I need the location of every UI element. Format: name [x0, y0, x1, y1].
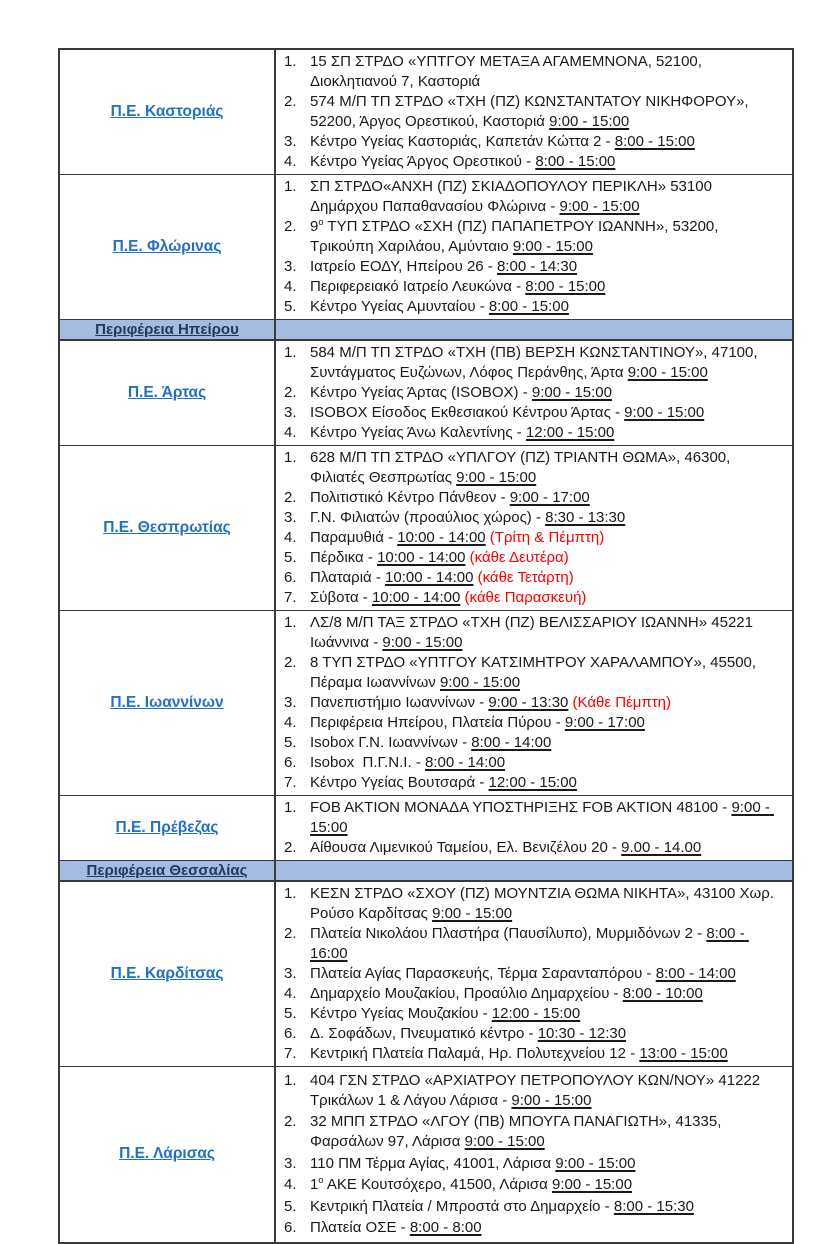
location-text: Κέντρο Υγείας Βουτσαρά -	[310, 774, 489, 791]
time-range: 8:00 - 15:00	[525, 278, 606, 295]
item-text	[310, 753, 782, 773]
location-text: 8 ΤΥΠ ΣΤΡΔΟ «ΥΠΤΓΟΥ ΚΑΤΣΙΜΗΤΡΟΥ ΧΑΡΑΛΑΜΠΟΥ», 45500, Πέραμα Ιωαννίνων	[310, 654, 761, 691]
location-item	[284, 403, 782, 423]
location-text: 584 Μ/Π ΤΠ ΣΤΡΔΟ «ΤΧΗ (ΠΒ) ΒΕΡΣΗ ΚΩΝΣΤΑΝΤΙΝΟΥ», 47100, Συντάγματος Ευζώνων, Λόφος Περάνθης, Άρτα	[310, 344, 762, 381]
location-list	[276, 796, 792, 860]
time-range: 9:00 - 15:00	[559, 198, 640, 215]
location-item	[284, 1004, 782, 1024]
item-number: 4.	[284, 714, 297, 731]
section-label-cell	[60, 861, 276, 880]
location-item	[284, 653, 782, 693]
time-range: 9:00 - 17:00	[564, 714, 645, 731]
item-text	[310, 343, 782, 383]
region-link-karditsas[interactable]: Π.Ε. Καρδίτσας	[110, 965, 224, 982]
item-number: 1.	[284, 178, 297, 195]
time-range: 9:00 - 15:00	[456, 469, 537, 486]
item-text	[310, 548, 782, 568]
time-range: 8:00 - 14:00	[424, 754, 506, 771]
location-item	[284, 1218, 782, 1238]
item-text	[310, 1197, 782, 1217]
region-row-ioanninon	[60, 610, 792, 795]
location-item	[284, 132, 782, 152]
location-text: Πανεπιστήμιο Ιωαννίνων -	[310, 694, 489, 711]
location-text: Κέντρο Υγείας Καστοριάς, Καπετάν Κώττα 2 -	[310, 133, 615, 150]
item-number: 3.	[284, 258, 297, 275]
item-number: 1.	[284, 344, 297, 361]
section-empty-cell	[276, 320, 792, 339]
item-number: 6.	[284, 754, 297, 771]
item-number: 3.	[284, 694, 297, 711]
item-text	[310, 838, 782, 858]
section-row-thessalias	[60, 860, 792, 882]
time-range: 10:00 - 14:00	[397, 529, 486, 546]
region-label-cell	[60, 611, 276, 795]
location-text: Κεντρική Πλατεία / Μπροστά στο Δημαρχείο -	[310, 1197, 614, 1215]
location-item	[284, 257, 782, 277]
location-text: Πλαταριά -	[310, 569, 386, 586]
item-text	[310, 383, 782, 403]
item-number: 5.	[284, 1005, 297, 1022]
time-range: 9:00 - 15:00	[310, 799, 774, 836]
location-text: Πέρδικα -	[310, 549, 378, 566]
location-item	[284, 297, 782, 317]
time-range: 8:00 - 14:00	[655, 965, 736, 982]
item-text	[310, 448, 782, 488]
item-text	[310, 713, 782, 733]
item-number: 3.	[284, 965, 297, 982]
item-number: 1.	[284, 885, 297, 902]
location-list	[276, 50, 792, 174]
item-number: 2.	[284, 489, 297, 506]
time-range: 10:00 - 14:00	[371, 589, 461, 606]
location-item	[284, 1175, 782, 1195]
time-range: 8:00 - 8:00	[409, 1219, 482, 1236]
region-row-karditsas	[60, 882, 792, 1066]
location-text: Δημαρχείο Μουζακίου, Προαύλιο Δημαρχείου -	[310, 985, 623, 1002]
region-link-thesprotias[interactable]: Π.Ε. Θεσπρωτίας	[103, 519, 231, 536]
item-text	[310, 884, 782, 924]
location-text: 574 Μ/Π ΤΠ ΣΤΡΔΟ «ΤΧΗ (ΠΖ) ΚΩΝΣΤΑΝΤΑΤΟΥ ΝΙΚΗΦΟΡΟΥ», 52200, Άργος Ορεστικού, Καστοριά	[310, 93, 753, 130]
day-note: (Τρίτη & Πέμπτη)	[485, 529, 605, 546]
item-text	[310, 217, 782, 257]
time-range: 8:30 - 13:30	[545, 509, 626, 526]
location-item	[284, 613, 782, 653]
region-label-cell	[60, 1067, 276, 1242]
region-row-kastorias	[60, 50, 792, 174]
location-text: Πλατεία ΟΣΕ -	[310, 1219, 410, 1236]
item-number: 2.	[284, 654, 297, 671]
location-text: Περιφερειακό Ιατρείο Λευκώνα -	[310, 278, 526, 295]
item-text	[310, 423, 782, 443]
item-number: 6.	[284, 1025, 297, 1042]
time-range: 9:00 - 15:00	[464, 1133, 545, 1150]
item-text	[310, 984, 782, 1004]
region-label-cell	[60, 796, 276, 860]
region-label-cell	[60, 175, 276, 319]
location-item	[284, 343, 782, 383]
item-number: 4.	[284, 529, 297, 546]
location-list	[276, 611, 792, 795]
item-number: 6.	[284, 1219, 297, 1236]
item-text	[310, 733, 782, 753]
location-text: Περιφέρεια Ηπείρου, Πλατεία Πύρου -	[310, 714, 565, 731]
schedule-table	[58, 48, 794, 1244]
day-note: (κάθε Δευτέρα)	[465, 549, 569, 566]
time-range: 12:00 - 15:00	[488, 774, 577, 791]
time-range: 8:00 - 16:00	[310, 925, 749, 962]
location-text: 1	[310, 1176, 319, 1193]
location-item	[284, 152, 782, 172]
region-row-prevezas	[60, 795, 792, 860]
time-range: 9:00 - 17:00	[509, 489, 590, 506]
item-number: 4.	[284, 278, 297, 295]
item-number: 3.	[284, 404, 297, 421]
item-text	[310, 653, 782, 693]
location-text: 32 ΜΠΠ ΣΤΡΔΟ «ΛΓΟΥ (ΠΒ) ΜΠΟΥΓΑ ΠΑΝΑΓΙΩΤΗ», 41335, Φαρσάλων 97, Λάρισα	[310, 1113, 726, 1150]
time-range: 9:00 - 15:00	[555, 1154, 636, 1172]
item-number: 2.	[284, 384, 297, 401]
location-text: 628 Μ/Π ΤΠ ΣΤΡΔΟ «ΥΠΛΓΟΥ (ΠΖ) ΤΡΙΑΝΤΗ ΘΩΜΑ», 46300, Φιλιατές Θεσπρωτίας	[310, 449, 735, 486]
time-range: 8:00 - 15:00	[614, 133, 695, 150]
item-number: 3.	[284, 509, 297, 526]
time-range: 9:00 - 13:30	[488, 694, 569, 711]
location-item	[284, 588, 782, 608]
time-range: 9:00 - 15:00	[549, 113, 630, 130]
time-range: 10:00 - 14:00	[377, 549, 466, 566]
item-number: 2.	[284, 218, 297, 235]
item-number: 2.	[284, 1113, 297, 1130]
location-item	[284, 733, 782, 753]
location-text: Δ. Σοφάδων, Πνευματικό κέντρο -	[310, 1025, 538, 1042]
location-item	[284, 508, 782, 528]
time-range: 12:00 - 15:00	[491, 1005, 581, 1022]
location-text: ISOBOX Είσοδος Εκθεσιακού Κέντρου Άρτας -	[310, 404, 625, 421]
region-row-florinas	[60, 174, 792, 319]
item-text	[310, 693, 782, 713]
time-range: 8:00 - 10:00	[622, 985, 703, 1002]
time-range: 8:00 - 14:30	[496, 258, 578, 275]
item-text	[310, 568, 782, 588]
item-number: 1.	[284, 1071, 297, 1089]
location-text: 9	[310, 218, 319, 235]
item-number: 1.	[284, 53, 297, 70]
location-item	[284, 693, 782, 713]
location-text: Γ.Ν. Φιλιατών (προαύλιος χώρος) -	[310, 509, 546, 526]
location-list	[276, 446, 792, 610]
item-text	[310, 488, 782, 508]
location-item	[284, 773, 782, 793]
item-text	[310, 92, 782, 132]
location-text: Σύβοτα -	[310, 589, 372, 606]
time-range: 9:00 - 15:00	[624, 404, 705, 421]
location-item	[284, 448, 782, 488]
region-row-artas	[60, 341, 792, 445]
item-number: 2.	[284, 839, 297, 856]
region-row-larisas	[60, 1066, 792, 1242]
location-item	[284, 423, 782, 443]
location-text: ΣΠ ΣΤΡΔΟ«ΑΝΧΗ (ΠΖ) ΣΚΙΑΔΟΠΟΥΛΟΥ ΠΕΡΙΚΛΗ» 53100 Δημάρχου Παπαθανασίου Φλώρινα -	[310, 178, 716, 215]
item-text	[310, 1154, 782, 1174]
location-text: Isobox Π.Γ.Ν.Ι. -	[310, 754, 425, 771]
location-item	[284, 528, 782, 548]
item-number: 7.	[284, 774, 297, 791]
location-text: Κέντρο Υγείας Άργος Ορεστικού -	[310, 153, 536, 170]
location-item	[284, 1154, 782, 1174]
region-label-cell	[60, 341, 276, 445]
time-range: 8:00 - 14:00	[471, 734, 552, 751]
location-text: ΛΣ/8 Μ/Π ΤΑΞ ΣΤΡΔΟ «ΤΧΗ (ΠΖ) ΒΕΛΙΣΣΑΡΙΟΥ ΙΩΑΝΝΗ» 45221 Ιωάννινα -	[310, 614, 758, 651]
item-number: 5.	[284, 1197, 297, 1215]
location-item	[284, 548, 782, 568]
item-text	[310, 924, 782, 964]
region-link-prevezas[interactable]: Π.Ε. Πρέβεζας	[115, 819, 219, 836]
item-number: 4.	[284, 1176, 297, 1193]
location-text: ΑΚΕ Κουτσόχερο, 41500, Λάρισα	[323, 1176, 552, 1193]
location-item	[284, 753, 782, 773]
item-number: 3.	[284, 1154, 297, 1172]
location-text: Κέντρο Υγείας Άνω Καλεντίνης -	[310, 424, 526, 441]
location-text: ΤΥΠ ΣΤΡΔΟ «ΣΧΗ (ΠΖ) ΠΑΠΑΠΕΤΡΟΥ ΙΩΑΝΝΗ», 53200, Τρικούπη Χαριλάου, Αμύνταιο	[310, 218, 723, 255]
location-text: 404 ΓΣΝ ΣΤΡΔΟ «ΑΡΧΙΑΤΡΟΥ ΠΕΤΡΟΠΟΥΛΟΥ ΚΩΝ/ΝΟΥ» 41222 Τρικάλων 1 & Λάγου Λάρισα -	[310, 1071, 765, 1109]
location-item	[284, 568, 782, 588]
item-number: 5.	[284, 734, 297, 751]
time-range: 10:00 - 14:00	[385, 569, 474, 586]
item-text	[310, 52, 782, 92]
location-item	[284, 177, 782, 217]
item-number: 1.	[284, 799, 297, 816]
location-list	[276, 341, 792, 445]
item-text	[310, 1071, 782, 1111]
section-link-ipeirou[interactable]: Περιφέρεια Ηπείρου	[95, 320, 239, 338]
region-row-thesprotias	[60, 445, 792, 610]
location-text: Αίθουσα Λιμενικού Ταμείου, Ελ. Βενιζέλου 20 -	[310, 839, 622, 856]
location-item	[284, 984, 782, 1004]
region-label-cell	[60, 446, 276, 610]
item-text	[310, 132, 782, 152]
item-text	[310, 798, 782, 838]
item-text	[310, 1112, 782, 1152]
section-link-thessalias[interactable]: Περιφέρεια Θεσσαλίας	[86, 861, 248, 879]
item-number: 7.	[284, 589, 297, 606]
ordinal-superscript: ο	[318, 217, 324, 227]
item-number: 2.	[284, 925, 297, 942]
item-text	[310, 528, 782, 548]
location-item	[284, 838, 782, 858]
time-range: 12:00 - 15:00	[525, 424, 615, 441]
day-note: (κάθε Παρασκευή)	[460, 589, 587, 606]
ordinal-superscript: ο	[318, 1175, 324, 1185]
time-range: 9:00 - 15:00	[551, 1176, 633, 1193]
location-item	[284, 217, 782, 257]
location-text: Κεντρική Πλατεία Παλαμά, Ηρ. Πολυτεχνείου 12 -	[310, 1045, 640, 1062]
location-text: 15 ΣΠ ΣΤΡΔΟ «ΥΠΤΓΟΥ ΜΕΤΑΞΑ ΑΓΑΜΕΜΝΟΝΑ, 52100, Διοκλητιανού 7, Καστοριά	[310, 53, 706, 90]
section-row-ipeirou	[60, 319, 792, 341]
region-link-kastorias[interactable]: Π.Ε. Καστοριάς	[110, 103, 224, 120]
location-item	[284, 1197, 782, 1217]
day-note: (Κάθε Πέμπτη)	[568, 694, 672, 711]
location-item	[284, 1024, 782, 1044]
location-list	[276, 175, 792, 319]
item-number: 4.	[284, 153, 297, 170]
location-item	[284, 964, 782, 984]
item-number: 5.	[284, 549, 297, 566]
location-item	[284, 1112, 782, 1152]
region-label-cell	[60, 882, 276, 1066]
item-text	[310, 257, 782, 277]
location-item	[284, 52, 782, 92]
location-text: Ιατρείο ΕΟΔΥ, Ηπείρου 26 -	[310, 258, 497, 275]
time-range: 9:00 - 15:00	[627, 364, 708, 381]
location-item	[284, 277, 782, 297]
item-text	[310, 277, 782, 297]
item-text	[310, 297, 782, 317]
time-range: 8:00 - 15:00	[488, 298, 569, 315]
location-text: Κέντρο Υγείας Άρτας (ISOBOX) -	[310, 384, 532, 401]
item-text	[310, 773, 782, 793]
location-text: Πλατεία Αγίας Παρασκευής, Τέρμα Σαρανταπόρου -	[310, 965, 656, 982]
item-text	[310, 1218, 782, 1238]
item-text	[310, 1175, 782, 1195]
time-range: 9:00 - 15:00	[439, 674, 521, 691]
item-number: 1.	[284, 614, 297, 631]
time-range: 8:00 - 15:00	[535, 153, 616, 170]
item-text	[310, 1004, 782, 1024]
location-text: Isobox Γ.Ν. Ιωαννίνων -	[310, 734, 472, 751]
location-text: Κέντρο Υγείας Μουζακίου -	[310, 1005, 492, 1022]
location-text: Παραμυθιά -	[310, 529, 398, 546]
location-item	[284, 713, 782, 733]
time-range: 9:00 - 15:00	[531, 384, 612, 401]
time-range: 9:00 - 15:00	[382, 634, 463, 651]
location-item	[284, 488, 782, 508]
region-link-florinas[interactable]: Π.Ε. Φλώρινας	[112, 238, 222, 255]
location-item	[284, 383, 782, 403]
location-item	[284, 924, 782, 964]
item-number: 2.	[284, 93, 297, 110]
time-range: 8:00 - 15:30	[613, 1197, 694, 1215]
item-text	[310, 403, 782, 423]
item-text	[310, 1044, 782, 1064]
location-text: Κέντρο Υγείας Αμυνταίου -	[310, 298, 489, 315]
time-range: 9:00 - 15:00	[511, 1091, 592, 1109]
item-number: 4.	[284, 424, 297, 441]
item-text	[310, 152, 782, 172]
item-text	[310, 588, 782, 608]
section-empty-cell	[276, 861, 792, 880]
location-text: Πολιτιστικό Κέντρο Πάνθεον -	[310, 489, 510, 506]
location-text: 110 ΠΜ Τέρμα Αγίας, 41001, Λάρισα	[310, 1154, 556, 1172]
location-item	[284, 1071, 782, 1111]
day-note: (κάθε Τετάρτη)	[473, 569, 574, 586]
time-range: 13:00 - 15:00	[639, 1045, 728, 1062]
item-text	[310, 177, 782, 217]
location-text: Πλατεία Νικολάου Πλαστήρα (Παυσίλυπο), Μυρμιδόνων 2 -	[310, 925, 707, 942]
location-item	[284, 92, 782, 132]
item-text	[310, 613, 782, 653]
location-text: ΚΕΣΝ ΣΤΡΔΟ «ΣΧΟΥ (ΠΖ) ΜΟΥΝΤΖΙΑ ΘΩΜΑ ΝΙΚΗΤΑ», 43100 Χωρ. Ρούσο Καρδίτσας	[310, 885, 779, 922]
item-text	[310, 1024, 782, 1044]
location-item	[284, 884, 782, 924]
time-range: 10:30 - 12:30	[537, 1025, 627, 1042]
item-number: 6.	[284, 569, 297, 586]
time-range: 9:00 - 15:00	[432, 905, 513, 922]
region-label-cell	[60, 50, 276, 174]
region-link-larisas[interactable]: Π.Ε. Λάρισας	[119, 1145, 215, 1163]
item-number: 1.	[284, 449, 297, 466]
location-list	[276, 1067, 792, 1242]
item-text	[310, 964, 782, 984]
item-number: 5.	[284, 298, 297, 315]
region-link-ioanninon[interactable]: Π.Ε. Ιωαννίνων	[110, 694, 224, 711]
location-item	[284, 1044, 782, 1064]
item-number: 4.	[284, 985, 297, 1002]
location-item	[284, 798, 782, 838]
time-range: 9:00 - 15:00	[512, 238, 593, 255]
item-text	[310, 508, 782, 528]
section-label-cell	[60, 320, 276, 339]
time-range: 9.00 - 14.00	[621, 839, 702, 856]
location-text: FOB AKTION ΜΟΝΑΔΑ ΥΠΟΣΤΗΡΙΞΗΣ FOB AKTION 48100 -	[310, 799, 732, 816]
location-list	[276, 882, 792, 1066]
region-link-artas[interactable]: Π.Ε. Άρτας	[127, 384, 207, 401]
item-number: 7.	[284, 1045, 297, 1062]
item-number: 3.	[284, 133, 297, 150]
